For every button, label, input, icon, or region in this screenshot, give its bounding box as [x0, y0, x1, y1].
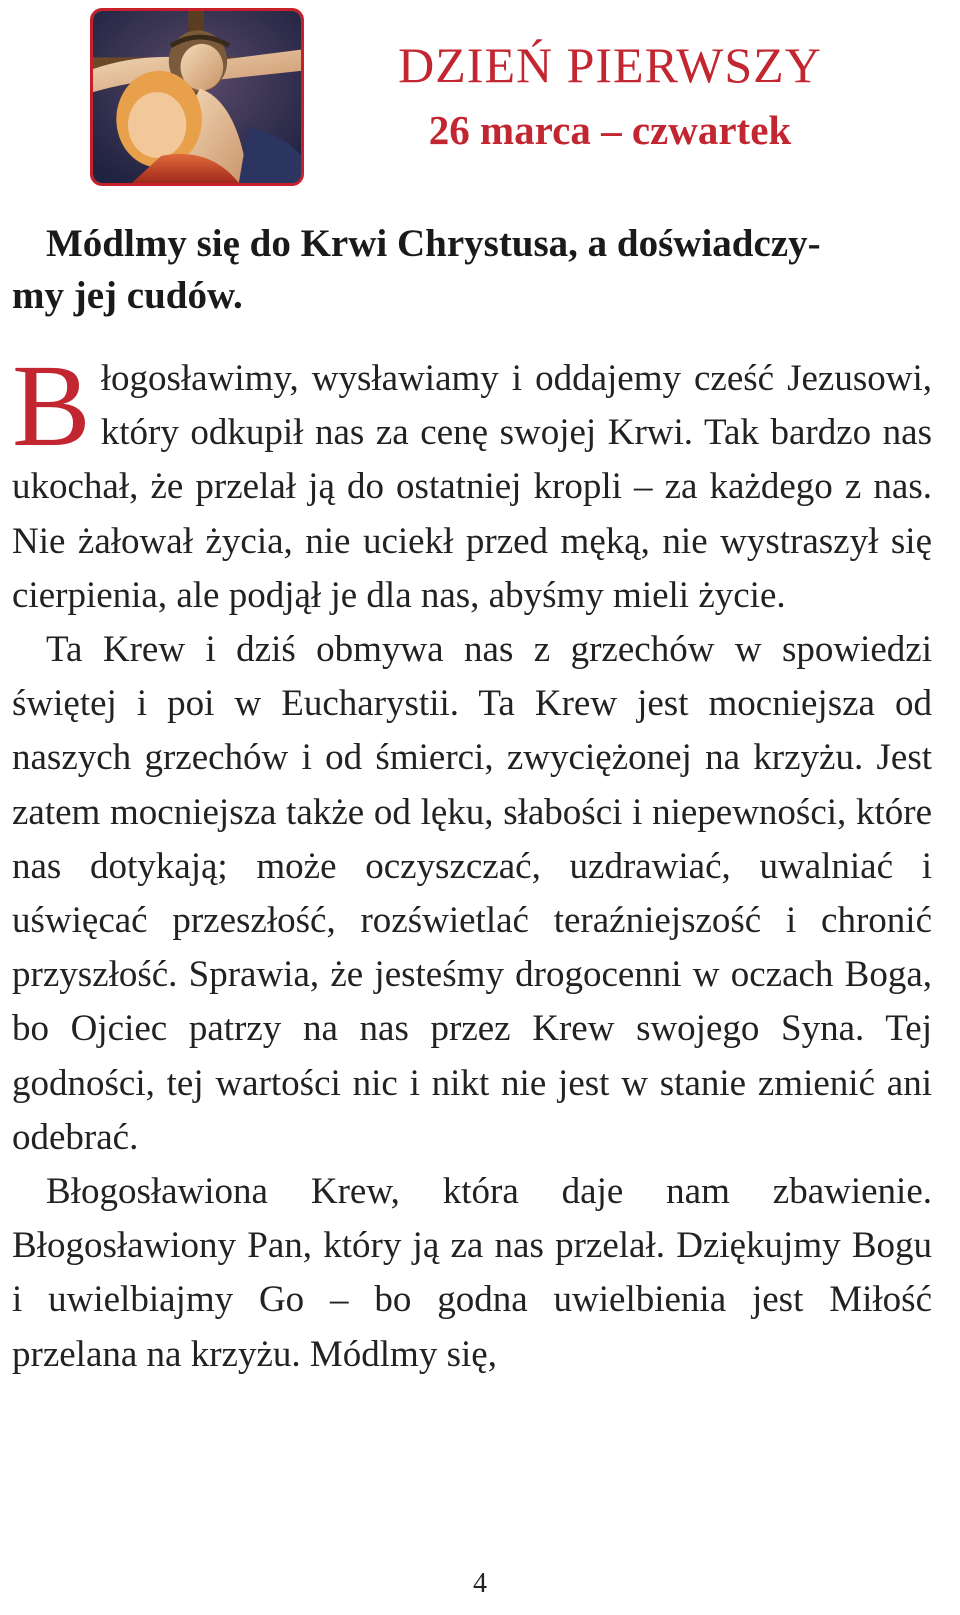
- day-date: 26 marca – czwartek: [428, 107, 792, 153]
- page-number: 4: [473, 1568, 487, 1599]
- body-text: [12, 340, 932, 1382]
- day-title: DZIEŃ PIERWSZY: [398, 37, 822, 93]
- lead-text: [12, 218, 932, 322]
- crucifixion-painting: [90, 8, 304, 186]
- paragraph-1: [12, 340, 932, 623]
- drop-cap: B: [12, 340, 91, 471]
- painting-illustration: [93, 11, 301, 183]
- lead-line-1: Módlmy się do Krwi Chrystusa, a doświadczy-: [46, 222, 821, 265]
- paragraph-2: Ta Krew i dziś obmywa nas z grzechów w spowiedzi świętej i poi w Eucharystii. Ta Krew jest mocniejsza od naszych grzechów i od śmierci, zwyciężonej na krzyżu. Jest zatem mocniejsza także od lęku, słabości i niepewności, które nas dotykają; może oczyszczać, uzdrawiać, uwalniać i uświęcać przeszłość, rozświetlać teraźniejszość i chronić przyszłość. Sprawia, że jesteśmy drogocenni w oczach Boga, bo Ojciec patrzy na nas przez Krew swojego Syna. Tej godności, tej wartości nic i nikt nie jest w stanie zmienić ani odebrać.: [12, 629, 932, 1158]
- paragraph-3: Błogosławiona Krew, która daje nam zbawienie. Błogosławiony Pan, który ją za nas przelał. Dziękujmy Bogu i uwielbiajmy Go – bo godna uwielbienia jest Miłość przelana na krzyżu. Módlmy się,: [12, 1171, 932, 1375]
- lead-line-2: my jej cudów.: [12, 274, 243, 317]
- paragraph-1-text: łogosławimy, wysławiamy i oddajemy cześć Jezusowi, który odkupił nas za cenę swojej Krwi. Tak bardzo nas ukochał, że przelał ją do ostatniej kropli – za każdego z nas. Nie żałował życia, nie uciekł przed męką, nie wystraszył się cierpienia, ale podjął je dla nas, abyśmy mieli życie.: [12, 358, 932, 616]
